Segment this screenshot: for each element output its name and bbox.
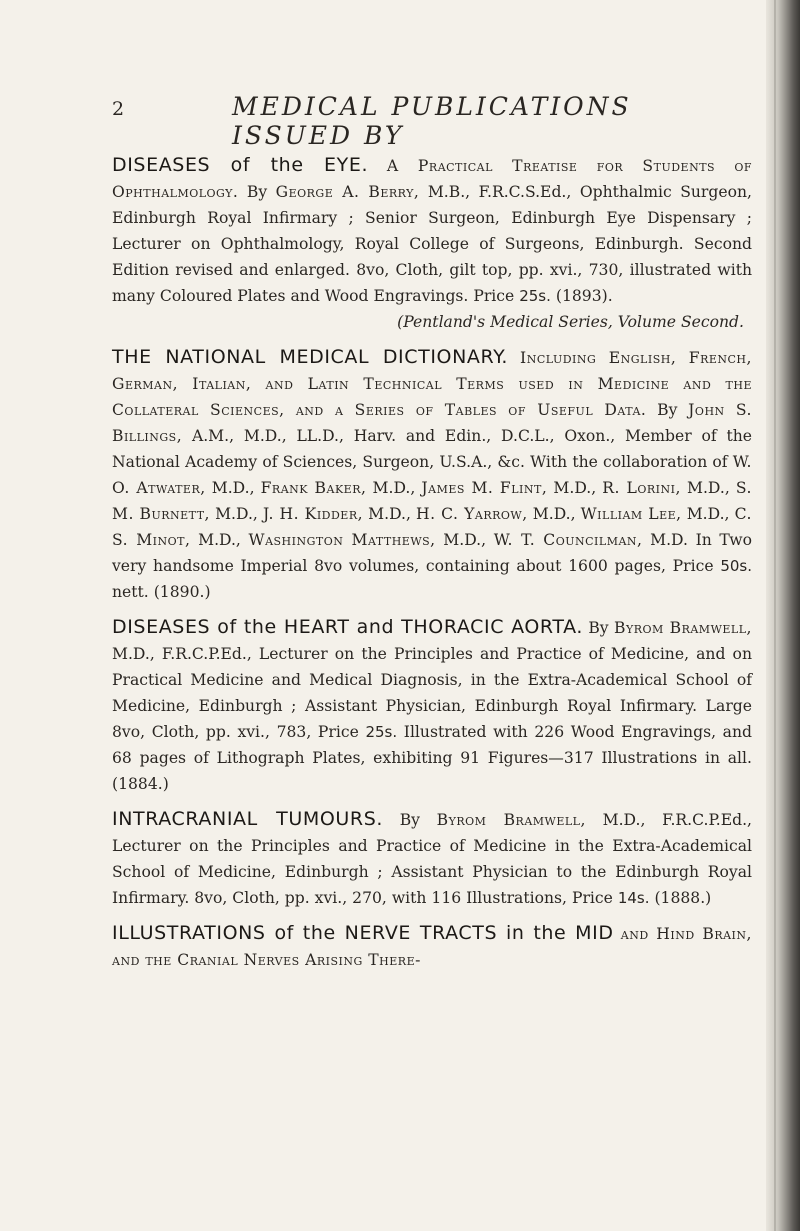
collaborator-name: W. T. Councilman,	[493, 531, 643, 549]
author-name: John S. Billings,	[112, 401, 752, 445]
collaborator-degree: M.D.,	[443, 531, 487, 549]
collaborator-name: William Lee,	[580, 505, 682, 523]
publication-entry-nerve-tracts	[112, 920, 752, 973]
publication-list	[112, 152, 752, 982]
publication-entry-dictionary	[112, 344, 752, 605]
collaborator-name: H. C. Yarrow,	[416, 505, 528, 523]
publication-year: (1893).	[555, 287, 613, 305]
entry-tail: nett. (1890.)	[112, 583, 211, 601]
entry-description: A.M., M.D., LL.D., Harv. and Edin., D.C.L., Oxon., Member of the National Academy of Sciences, Surgeon, U.S.A., &c. With the collaboration of	[112, 427, 752, 471]
collaborator-degree: M.D.,	[553, 479, 597, 497]
entry-description: M.D., F.R.C.P.Ed., Lecturer on the Principles and Practice of Medicine in the Extra-Academical School of Medicine, Edinburgh ; Assistant Physician to the Edinburgh Royal Infirmary. 8vo, Cloth, pp. xvi., 270, with 116 Illustrations, Price	[112, 811, 753, 907]
page-number: 2	[112, 98, 125, 120]
collaborator-name: J. H. Kidder,	[262, 505, 364, 523]
collaborator-degree: M.D.,	[215, 505, 258, 523]
collaborator-name: Washington Matthews,	[248, 531, 436, 549]
publication-entry-heart	[112, 614, 752, 797]
series-note: (Pentland's Medical Series, Volume Second.	[397, 313, 744, 331]
entry-subtitle: and Hind Brain, and the Cranial Nerves Arising There-	[112, 925, 752, 969]
publication-entry-eye	[112, 152, 752, 335]
entry-title: DISEASES of the HEART and THORACIC AORTA.	[112, 616, 583, 638]
collaborator-name: James M. Flint,	[421, 479, 548, 497]
collaborator-degree: M.D.	[650, 531, 688, 549]
entry-title: INTRACRANIAL TUMOURS.	[112, 808, 384, 830]
collaborator-degree: M.D.,	[532, 505, 576, 523]
author-name: Byrom Bramwell,	[436, 811, 586, 829]
entry-subtitle: A Practical Treatise for Students of Ophthalmology.	[112, 157, 752, 201]
publication-entry-tumours	[112, 806, 752, 911]
running-title: MEDICAL PUBLICATIONS ISSUED BY	[232, 92, 632, 150]
by-label: By	[246, 183, 268, 201]
collaborator-name: R. Lorini,	[602, 479, 681, 497]
collaborator-degree: M.D.,	[211, 479, 255, 497]
author-name: George A. Berry,	[275, 183, 420, 201]
by-label: By	[399, 811, 420, 829]
entry-tail: Illustrated with 226 Wood Engravings, and 68 pages of Lithograph Plates, exhibiting 91 Figures—317 Illustrations in all. (1884.)	[112, 723, 752, 793]
entry-description: M.D., F.R.C.P.Ed., Lecturer on the Principles and Practice of Medicine, and on Practical Medicine and Medical Diagnosis, in the Extra-Academical School of Medicine, Edinburgh ; Assistant Physician, Edinburgh Royal Infirmary. Large 8vo, Cloth, pp. xvi., 783, Price	[112, 645, 752, 741]
entry-subtitle: Including English, French, German, Italian, and Latin Technical Terms used in Medicine and the Collateral Sciences, and a Series of Tables of Useful Data.	[112, 349, 752, 419]
collaborator-name: Frank Baker,	[260, 479, 367, 497]
collaborator-name: S. M. Burnett,	[112, 479, 752, 523]
price: 25s.	[519, 287, 551, 305]
price: 14s.	[617, 889, 650, 907]
price: 50s.	[720, 557, 752, 575]
price: 25s.	[365, 723, 398, 741]
entry-description: In Two very handsome Imperial 8vo volumes, containing about 1600 pages, Price	[112, 531, 753, 575]
collaborator-degree: M.D.,	[686, 505, 730, 523]
collaborator-degree: M.D.,	[687, 479, 730, 497]
entry-title: DISEASES of the EYE.	[112, 154, 369, 176]
author-name: Byrom Bramwell,	[613, 619, 752, 637]
collaborator-name: C. S. Minot,	[112, 505, 752, 549]
collaborator-degree: M.D.,	[368, 505, 411, 523]
running-head	[112, 92, 752, 150]
entry-title: ILLUSTRATIONS of the NERVE TRACTS in the MID	[112, 922, 614, 944]
collaborator-degree: M.D.,	[372, 479, 416, 497]
by-label: By	[657, 401, 678, 419]
by-label: By	[588, 619, 609, 637]
entry-description: M.B., F.R.C.S.Ed., Ophthalmic Surgeon, Edinburgh Royal Infirmary ; Senior Surgeon, Edinburgh Eye Dispensary ; Lecturer on Ophthalmology, Royal College of Surgeons, Edinburgh. Second Edition revised and enlarged. 8vo, Cloth, gilt top, pp. xvi., 730, illustrated with many Coloured Plates and Wood Engravings. Price	[112, 183, 752, 305]
collaborator-degree: M.D.,	[198, 531, 241, 549]
page-binding-edge	[766, 0, 800, 1231]
entry-tail: (1888.)	[654, 889, 712, 907]
collaborator-name: W. O. Atwater,	[112, 453, 752, 497]
entry-title: THE NATIONAL MEDICAL DICTIONARY.	[112, 346, 509, 368]
